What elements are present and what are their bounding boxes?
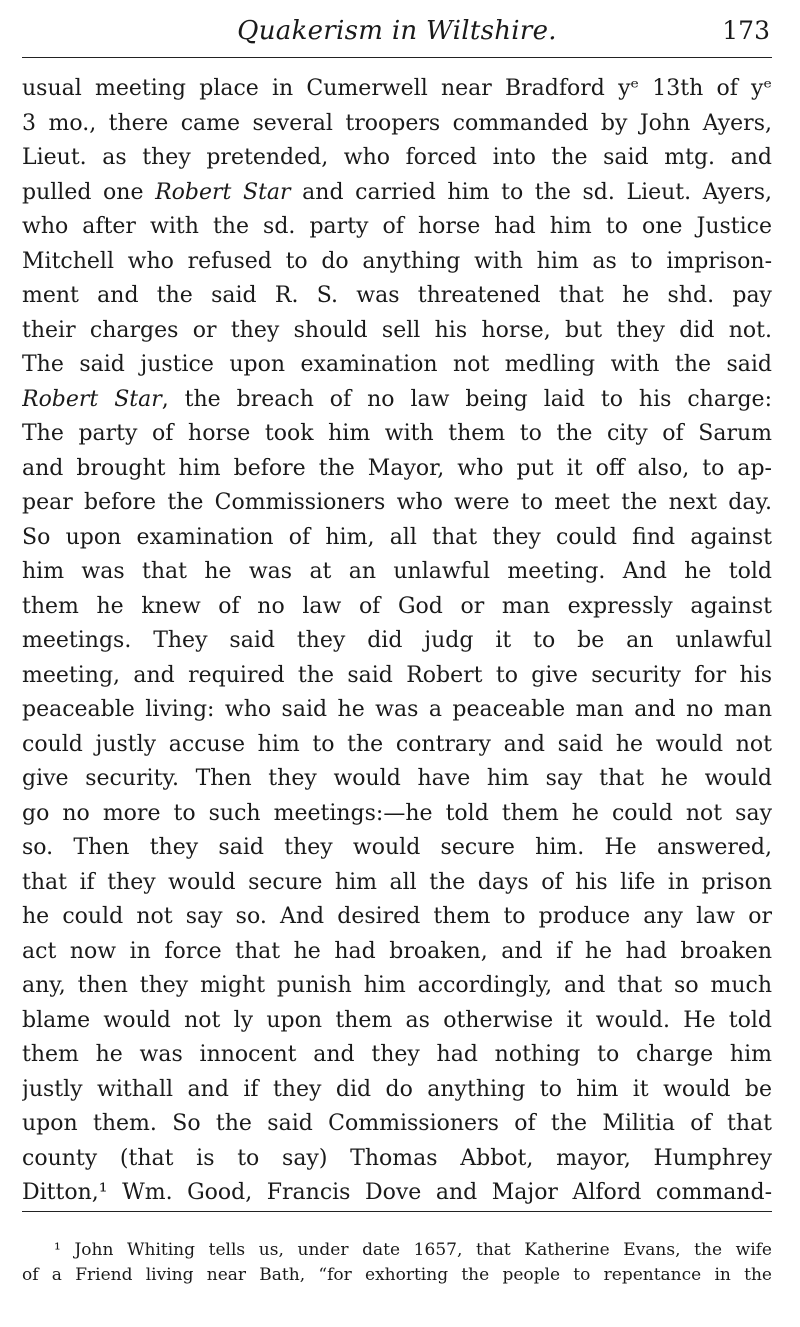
text-line: meetings. They said they did judg it to be an unlawful [22,628,772,653]
running-head [22,10,772,50]
italic-name: Robert Star [155,179,291,205]
body-text [22,72,772,1211]
text-line: that if they would secure him all the days of his life in prison [22,869,772,895]
text-line: peaceable living: who said he was a peaceable man and no man [22,697,772,722]
text-line: them he was innocent and they had nothing to charge him [22,1042,772,1067]
text-line: ment and the said R. S. was threatened that he shd. pay [22,283,772,308]
text-line: Mitchell who refused to do anything with him as to imprison- [22,248,772,274]
text-line: any, then they might punish him accordingly, and that so much [22,973,772,998]
text-line: Ditton,¹ Wm. Good, Francis Dove and Major Alford command- [22,1180,772,1205]
text-line: and brought him before the Mayor, who put it off also, to ap- [22,455,772,481]
text-line: justly withall and if they did do anything to him it would be [22,1076,772,1102]
footnote-rule [22,1211,772,1212]
text-line: So upon examination of him, all that they could find against [22,524,772,550]
text-line: go no more to such meetings:—he told them he could not say [22,800,772,826]
text-line: The party of horse took him with them to the city of Sarum [22,421,772,446]
text-line: 3 mo., there came several troopers commanded by John Ayers, [22,110,772,136]
text-line: The said justice upon examination not medling with the said [22,352,772,377]
running-title: Quakerism in Wiltshire. [237,16,557,46]
text-line: who after with the sd. party of horse had him to one Justice [22,214,772,239]
header-rule [22,57,772,58]
text-line: so. Then they said they would secure him. He answered, [22,835,772,860]
text-line: meeting, and required the said Robert to give security for his [22,662,772,688]
text-line: them he knew of no law of God or man expressly against [22,593,772,619]
text-line: pulled one Robert Star and carried him to the sd. Lieut. Ayers, [22,179,772,205]
footnote-line: ¹ John Whiting tells us, under date 1657, that Katherine Evans, the wife [54,1240,772,1260]
text-line: county (that is to say) Thomas Abbot, mayor, Humphrey [22,1145,772,1171]
text-line: blame would not ly upon them as otherwise it would. He told [22,1007,772,1033]
text-line: pear before the Commissioners who were to meet the next day. [22,490,772,515]
text-line: give security. Then they would have him say that he would [22,766,772,791]
text-line: upon them. So the said Commissioners of the Militia of that [22,1111,772,1136]
text-line: act now in force that he had broaken, and if he had broaken [22,938,772,964]
footnote [22,1238,772,1288]
italic-name: Robert Star [22,386,162,412]
page-number: 173 [722,16,770,45]
text-line: Robert Star, the breach of no law being laid to his charge: [22,386,772,412]
text-line: could justly accuse him to the contrary and said he would not [22,731,772,757]
text-line: usual meeting place in Cumerwell near Bradford yᵉ 13th of yᵉ [22,76,772,101]
text-line: their charges or they should sell his horse, but they did not. [22,317,772,343]
text-line: him was that he was at an unlawful meeting. And he told [22,559,772,584]
text-line: he could not say so. And desired them to produce any law or [22,904,772,929]
footnote-line: of a Friend living near Bath, “for exhorting the people to repentance in the [22,1265,772,1285]
text-line: Lieut. as they pretended, who forced into the said mtg. and [22,145,772,170]
